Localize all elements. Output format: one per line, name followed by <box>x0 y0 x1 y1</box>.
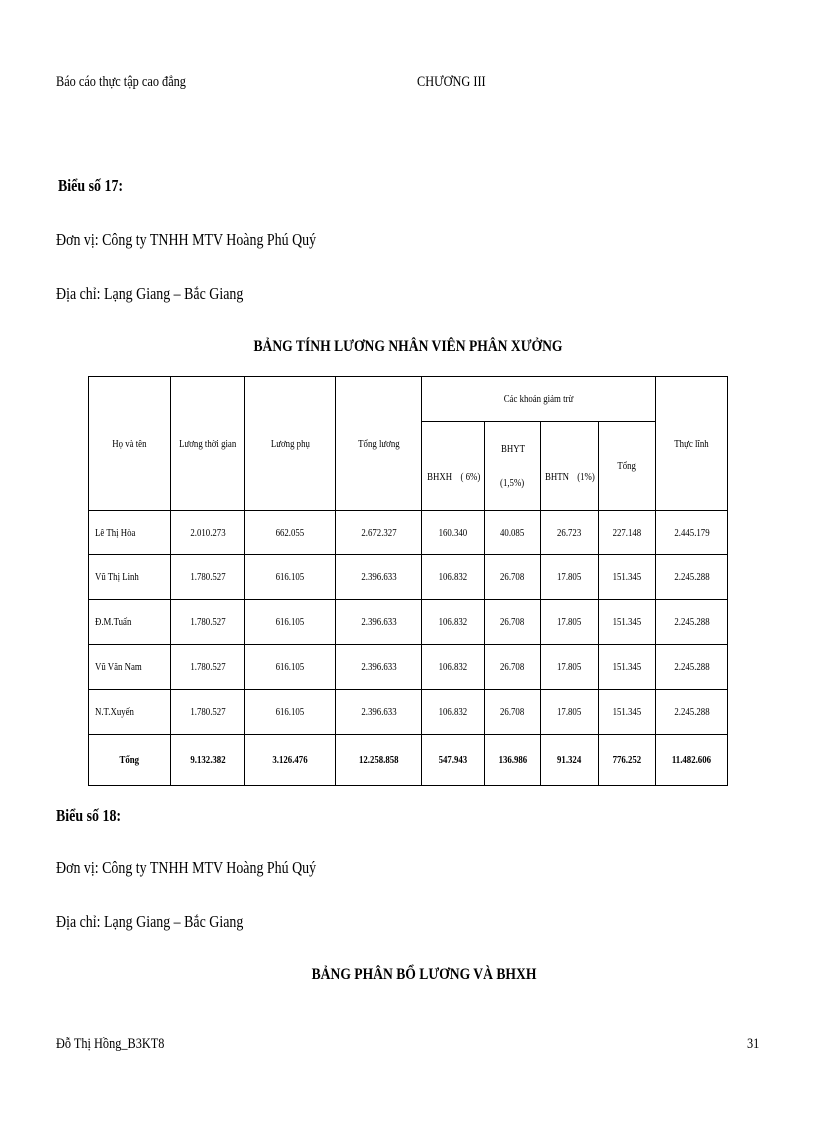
header-chapter: CHƯƠNG III <box>417 74 486 90</box>
cell-name: Vũ Thị Linh <box>89 555 171 600</box>
page-number: 31 <box>747 1036 760 1052</box>
cell-time-wage: 1.780.527 <box>171 600 245 645</box>
cell-total-wage: 2.396.633 <box>336 555 422 600</box>
section17-title: BẢNG TÍNH LƯƠNG NHÂN VIÊN PHÂN XƯỞNG <box>253 338 563 355</box>
section18-address: Địa chỉ: Lạng Giang – Bắc Giang <box>56 912 244 931</box>
cell-bhyt: 26.708 <box>485 555 541 600</box>
footer-author: Đỗ Thị Hồng_B3KT8 <box>56 1036 165 1052</box>
cell-total-wage: 2.396.633 <box>336 600 422 645</box>
cell-bhxh: 106.832 <box>422 600 485 645</box>
cell-bhtn: 17.805 <box>541 690 599 735</box>
cell-extra-wage: 662.055 <box>245 511 336 555</box>
section18-label: Biểu số 18: <box>56 806 122 825</box>
header-left: Báo cáo thực tập cao đẳng <box>56 74 186 90</box>
section18-title: BẢNG PHÂN BỔ LƯƠNG VÀ BHXH <box>311 966 537 983</box>
cell-bhxh: 106.832 <box>422 690 485 735</box>
cell-deduction-total: 227.148 <box>599 511 656 555</box>
cell-time-wage: 1.780.527 <box>171 690 245 735</box>
cell-extra-wage: 616.105 <box>245 645 336 690</box>
total-deduction-total: 776.252 <box>599 735 656 786</box>
cell-total-wage: 2.396.633 <box>336 645 422 690</box>
header-deduction-total: Tổng <box>599 422 656 511</box>
header-total-wage: Tổng lương <box>336 377 422 511</box>
cell-deduction-total: 151.345 <box>599 690 656 735</box>
cell-bhyt: 40.085 <box>485 511 541 555</box>
cell-name: Lê Thị Hòa <box>89 511 171 555</box>
total-bhyt: 136.986 <box>485 735 541 786</box>
cell-net: 2.245.288 <box>656 645 728 690</box>
header-name: Họ và tên <box>89 377 171 511</box>
cell-deduction-total: 151.345 <box>599 645 656 690</box>
cell-bhyt: 26.708 <box>485 645 541 690</box>
table-row <box>89 600 728 645</box>
total-time-wage: 9.132.382 <box>171 735 245 786</box>
cell-net: 2.245.288 <box>656 690 728 735</box>
table-row <box>89 511 728 555</box>
cell-bhxh: 160.340 <box>422 511 485 555</box>
total-net: 11.482.606 <box>656 735 728 786</box>
cell-time-wage: 2.010.273 <box>171 511 245 555</box>
cell-bhtn: 26.723 <box>541 511 599 555</box>
cell-name: Đ.M.Tuấn <box>89 600 171 645</box>
table-row <box>89 555 728 600</box>
header-bhtn: BHTN (1%) <box>541 422 599 511</box>
cell-total-wage: 2.396.633 <box>336 690 422 735</box>
cell-name: N.T.Xuyến <box>89 690 171 735</box>
cell-bhxh: 106.832 <box>422 645 485 690</box>
section17-address: Địa chỉ: Lạng Giang – Bắc Giang <box>56 284 244 303</box>
cell-bhxh: 106.832 <box>422 555 485 600</box>
cell-net: 2.445.179 <box>656 511 728 555</box>
cell-extra-wage: 616.105 <box>245 690 336 735</box>
total-bhtn: 91.324 <box>541 735 599 786</box>
cell-total-wage: 2.672.327 <box>336 511 422 555</box>
cell-net: 2.245.288 <box>656 555 728 600</box>
header-deductions: Các khoản giảm trừ <box>422 377 656 422</box>
section18-unit: Đơn vị: Công ty TNHH MTV Hoàng Phú Quý <box>56 858 317 877</box>
cell-bhtn: 17.805 <box>541 600 599 645</box>
header-bhxh: BHXH ( 6%) <box>422 422 485 511</box>
total-bhxh: 547.943 <box>422 735 485 786</box>
cell-bhyt: 26.708 <box>485 600 541 645</box>
total-extra-wage: 3.126.476 <box>245 735 336 786</box>
cell-bhtn: 17.805 <box>541 555 599 600</box>
cell-deduction-total: 151.345 <box>599 600 656 645</box>
total-total-wage: 12.258.858 <box>336 735 422 786</box>
cell-deduction-total: 151.345 <box>599 555 656 600</box>
cell-time-wage: 1.780.527 <box>171 645 245 690</box>
salary-table <box>88 376 728 786</box>
header-time-wage: Lương thời gian <box>171 377 245 511</box>
cell-time-wage: 1.780.527 <box>171 555 245 600</box>
total-label: Tổng <box>89 735 171 786</box>
table-row <box>89 690 728 735</box>
section17-label: Biểu số 17: <box>58 176 124 195</box>
cell-bhtn: 17.805 <box>541 645 599 690</box>
table-row <box>89 645 728 690</box>
header-extra-wage: Lương phụ <box>245 377 336 511</box>
cell-bhyt: 26.708 <box>485 690 541 735</box>
header-bhyt: BHYT (1,5%) <box>485 422 541 511</box>
cell-net: 2.245.288 <box>656 600 728 645</box>
cell-extra-wage: 616.105 <box>245 600 336 645</box>
cell-extra-wage: 616.105 <box>245 555 336 600</box>
cell-name: Vũ Văn Nam <box>89 645 171 690</box>
total-row <box>89 735 728 786</box>
header-net: Thực lĩnh <box>656 377 728 511</box>
section17-unit: Đơn vị: Công ty TNHH MTV Hoàng Phú Quý <box>56 230 317 249</box>
